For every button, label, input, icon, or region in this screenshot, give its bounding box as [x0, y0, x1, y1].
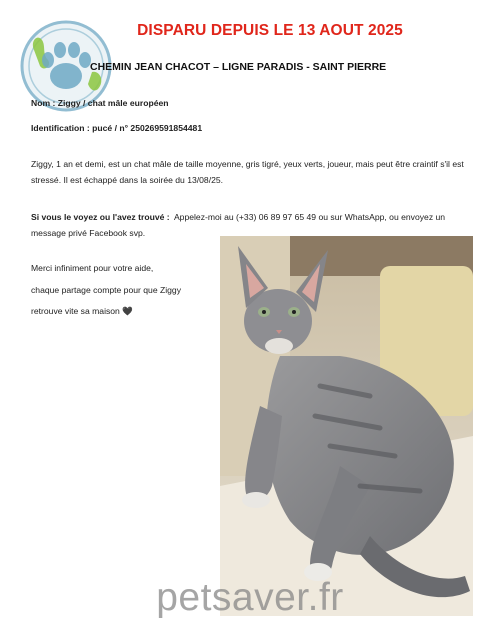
poster-location: CHEMIN JEAN CHACOT – LIGNE PARADIS - SAINT PIERRE — [90, 61, 387, 73]
contact-text: Appelez-moi au (+33) 06 89 97 65 49 ou sur WhatsApp, ou envoyez un message privé Facebook svp. — [31, 212, 446, 238]
thanks-line-3: retrouve vite sa maison 🖤 — [31, 306, 133, 316]
identification-value: pucé / n° 250269591854481 — [92, 123, 203, 133]
description-paragraph: Ziggy, 1 an et demi, est un chat mâle de taille moyenne, gris tigré, yeux verts, joueur, mais peut être craintif s'il est stressé. Il est échappé dans la soirée du 13/08/25. — [31, 159, 464, 185]
cat-illustration — [220, 236, 473, 616]
poster-title: DISPARU DEPUIS LE 13 AOUT 2025 — [137, 22, 403, 39]
identification-label: Identification : — [31, 123, 90, 133]
cat-name-line: Nom : Ziggy / chat mâle européen — [31, 98, 169, 108]
thanks-line-1: Merci infiniment pour votre aide, — [31, 263, 154, 273]
cat-photo — [220, 236, 473, 616]
watermark: petsaver.fr — [156, 576, 344, 619]
thanks-line-2: chaque partage compte pour que Ziggy — [31, 285, 182, 295]
contact-label: Si vous le voyez ou l'avez trouvé : — [31, 212, 170, 222]
identification-line — [31, 123, 202, 133]
